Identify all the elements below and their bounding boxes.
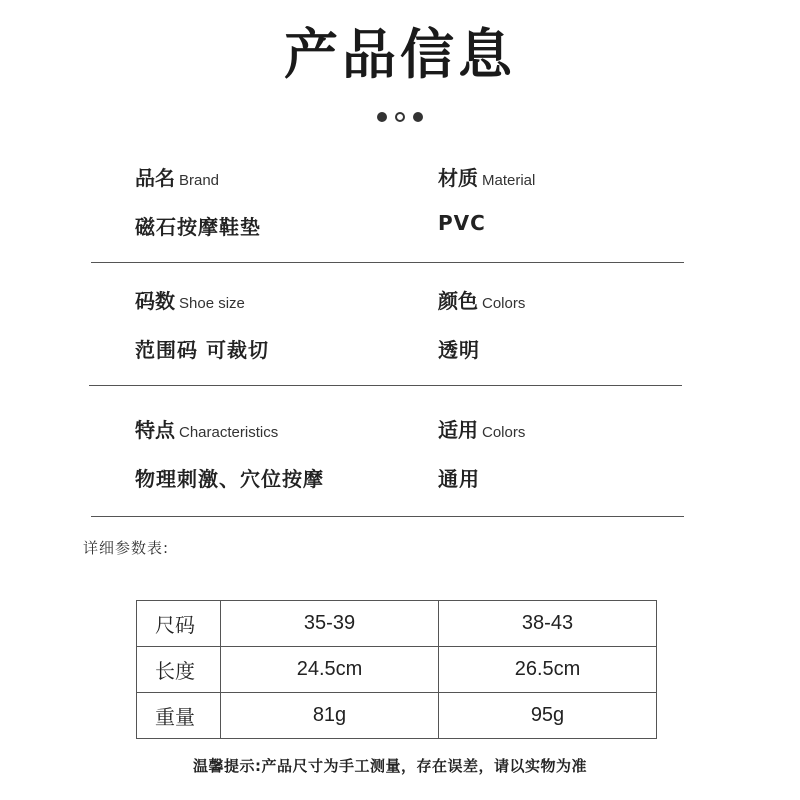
spec-label-cn: 品名	[135, 166, 175, 190]
spec-value: PVC	[438, 211, 486, 235]
table-cell: 38-43	[439, 601, 657, 647]
table-cell: 81g	[221, 693, 439, 739]
spec-value: 透明	[438, 338, 480, 362]
spec-label-en: Material	[482, 172, 536, 189]
divider	[91, 262, 684, 263]
spec-label-en: Characteristics	[179, 424, 279, 441]
dot-icon	[413, 112, 423, 122]
table-row	[137, 647, 657, 693]
spec-brand	[135, 162, 261, 240]
table-cell: 26.5cm	[439, 647, 657, 693]
spec-label-cn: 特点	[135, 418, 175, 442]
spec-material	[438, 162, 535, 235]
spec-value: 范围码 可裁切	[135, 338, 269, 362]
spec-label-cn: 适用	[438, 418, 478, 442]
spec-label-cn: 颜色	[438, 289, 478, 313]
spec-shoe-size	[135, 285, 269, 363]
spec-label-en: Colors	[482, 424, 526, 441]
table-cell: 24.5cm	[221, 647, 439, 693]
spec-value: 通用	[438, 467, 480, 491]
table-cell: 35-39	[221, 601, 439, 647]
size-parameter-table	[136, 600, 657, 739]
divider	[89, 385, 682, 386]
spec-value: 物理刺激、穴位按摩	[135, 467, 324, 491]
divider	[91, 516, 684, 517]
detail-heading: 详细参数表:	[83, 539, 170, 557]
spec-label-en: Brand	[179, 172, 220, 189]
spec-label-en: Colors	[482, 295, 526, 312]
row-header: 长度	[137, 647, 221, 693]
measurement-note: 温馨提示:产品尺寸为手工测量，存在误差，请以实物为准	[192, 757, 587, 775]
table-row	[137, 693, 657, 739]
spec-label-cn: 码数	[135, 289, 175, 313]
dot-icon	[377, 112, 387, 122]
page-title: 产品信息	[284, 23, 516, 86]
row-header: 重量	[137, 693, 221, 739]
spec-label-cn: 材质	[438, 166, 478, 190]
row-header: 尺码	[137, 601, 221, 647]
spec-label-en: Shoe size	[179, 295, 245, 312]
dot-icon	[395, 112, 405, 122]
spec-characteristics	[135, 414, 324, 492]
table-row	[137, 601, 657, 647]
table-cell: 95g	[439, 693, 657, 739]
spec-value: 磁石按摩鞋垫	[135, 215, 261, 239]
spec-colors	[438, 285, 525, 363]
spec-applicable	[438, 414, 525, 492]
decorative-dots	[0, 112, 800, 122]
